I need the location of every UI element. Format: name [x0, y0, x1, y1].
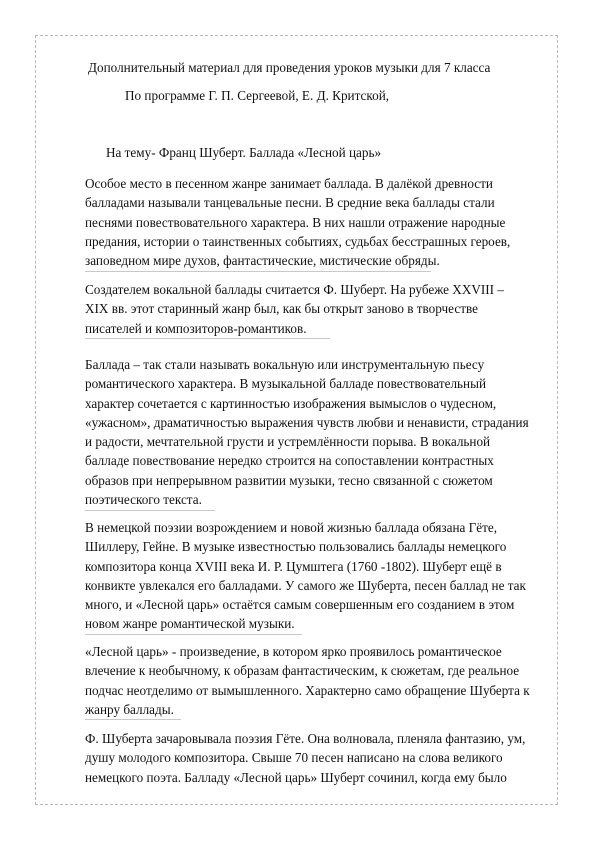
paragraph-line: композитора конца XVIII века И. Р. Цумштега (1760 -1802). Шуберт ещё в: [85, 558, 502, 574]
paragraph-underline: [85, 510, 215, 511]
program-authors: По программе Г. П. Сергеевой, Е. Д. Критской,: [125, 88, 390, 103]
document-title: Дополнительный материал для проведения уроков музыки для 7 класса: [88, 60, 491, 75]
paragraph-line: романтического характера. В музыкальной балладе повествовательный: [85, 376, 487, 392]
paragraph-line: XIX вв. этот старинный жанр был, как бы открыт заново в творчестве: [85, 301, 478, 317]
paragraph-line: немецкого поэта. Балладу «Лесной царь» Шуберт сочинил, когда ему было: [85, 769, 507, 785]
paragraph-line: Шиллеру, Гейне. В музыке известностью пользовались баллады немецкого: [85, 539, 507, 555]
paragraph-line: характер сочетается с картинностью изображения вымыслов о чудесном,: [85, 395, 497, 411]
paragraph-line: душу молодого композитора. Свыше 70 песен написано на слова великого: [85, 750, 503, 766]
paragraph-line: балладами называли танцевальные песни. В средние века баллады стали: [85, 195, 495, 211]
paragraph-line: подчас неотделимо от вымышленного. Характерно само обращение Шуберта к: [85, 682, 530, 698]
paragraph-1: [85, 174, 541, 270]
paragraph-line: образов при непрерывном развитии музыки, тесно связанной с сюжетом: [85, 472, 493, 488]
paragraph-underline: [85, 271, 431, 272]
lesson-topic: На тему- Франц Шуберт. Баллада «Лесной царь»: [106, 145, 382, 160]
paragraph-line: «ужасном», драматичностью выражения чувств любви и ненависти, страдания: [85, 414, 529, 430]
paragraph-line: поэтического текста.: [85, 492, 202, 508]
paragraph-line: предания, истории о таинственных событиях, судьбах бесстрашных героев,: [85, 233, 511, 249]
paragraph-line: много, и «Лесной царь» остаётся самым совершенным его созданием в этом: [85, 597, 515, 613]
paragraph-line: Особое место в песенном жанре занимает баллада. В далёкой древности: [85, 176, 493, 191]
paragraph-line: балладе повествование нередко строится на сопоставлении контрастных: [85, 453, 494, 469]
paragraph-line: Ф. Шуберта зачаровывала поэзия Гёте. Она волновала, пленяла фантазию, ум,: [85, 731, 526, 746]
paragraph-underline: [85, 338, 330, 339]
paragraph-line: и радости, мечтательной грусти и устремлённости порыва. В вокальной: [85, 434, 491, 450]
paragraph-underline: [85, 634, 302, 635]
paragraph-line: заповедном мире духов, фантастические, мистические обряды.: [85, 253, 440, 269]
paragraph-line: жанру баллады.: [85, 701, 174, 717]
paragraph-line: В немецкой поэзии возрождением и новой жизнью баллада обязана Гёте,: [85, 520, 498, 535]
paragraph-6: [85, 729, 541, 787]
paragraph-line: влечение к необычному, к образам фантастическим, к сюжетам, где реальное: [85, 663, 520, 679]
paragraph-line: «Лесной царь» - произведение, в котором ярко проявилось романтическое: [85, 644, 502, 659]
paragraph-line: Баллада – так стали называть вокальную или инструментальную пьесу: [85, 357, 485, 372]
paragraph-line: писателей и композиторов-романтиков.: [85, 320, 307, 336]
paragraph-line: конвикте увлекался его балладами. У самого же Шуберта, песен баллад не так: [85, 577, 526, 593]
paragraph-4: [85, 518, 541, 634]
paragraph-line: новом жанре романтической музыки.: [85, 616, 295, 632]
paragraph-line: Создателем вокальной баллады считается Ф. Шуберт. На рубеже XXVIII –: [85, 282, 504, 297]
paragraph-underline: [85, 719, 181, 720]
paragraph-line: песнями повествовательного характера. В них нашли отражение народные: [85, 214, 506, 230]
paragraph-3: [85, 355, 541, 509]
paragraph-5: [85, 642, 541, 719]
paragraph-2: [85, 280, 541, 338]
